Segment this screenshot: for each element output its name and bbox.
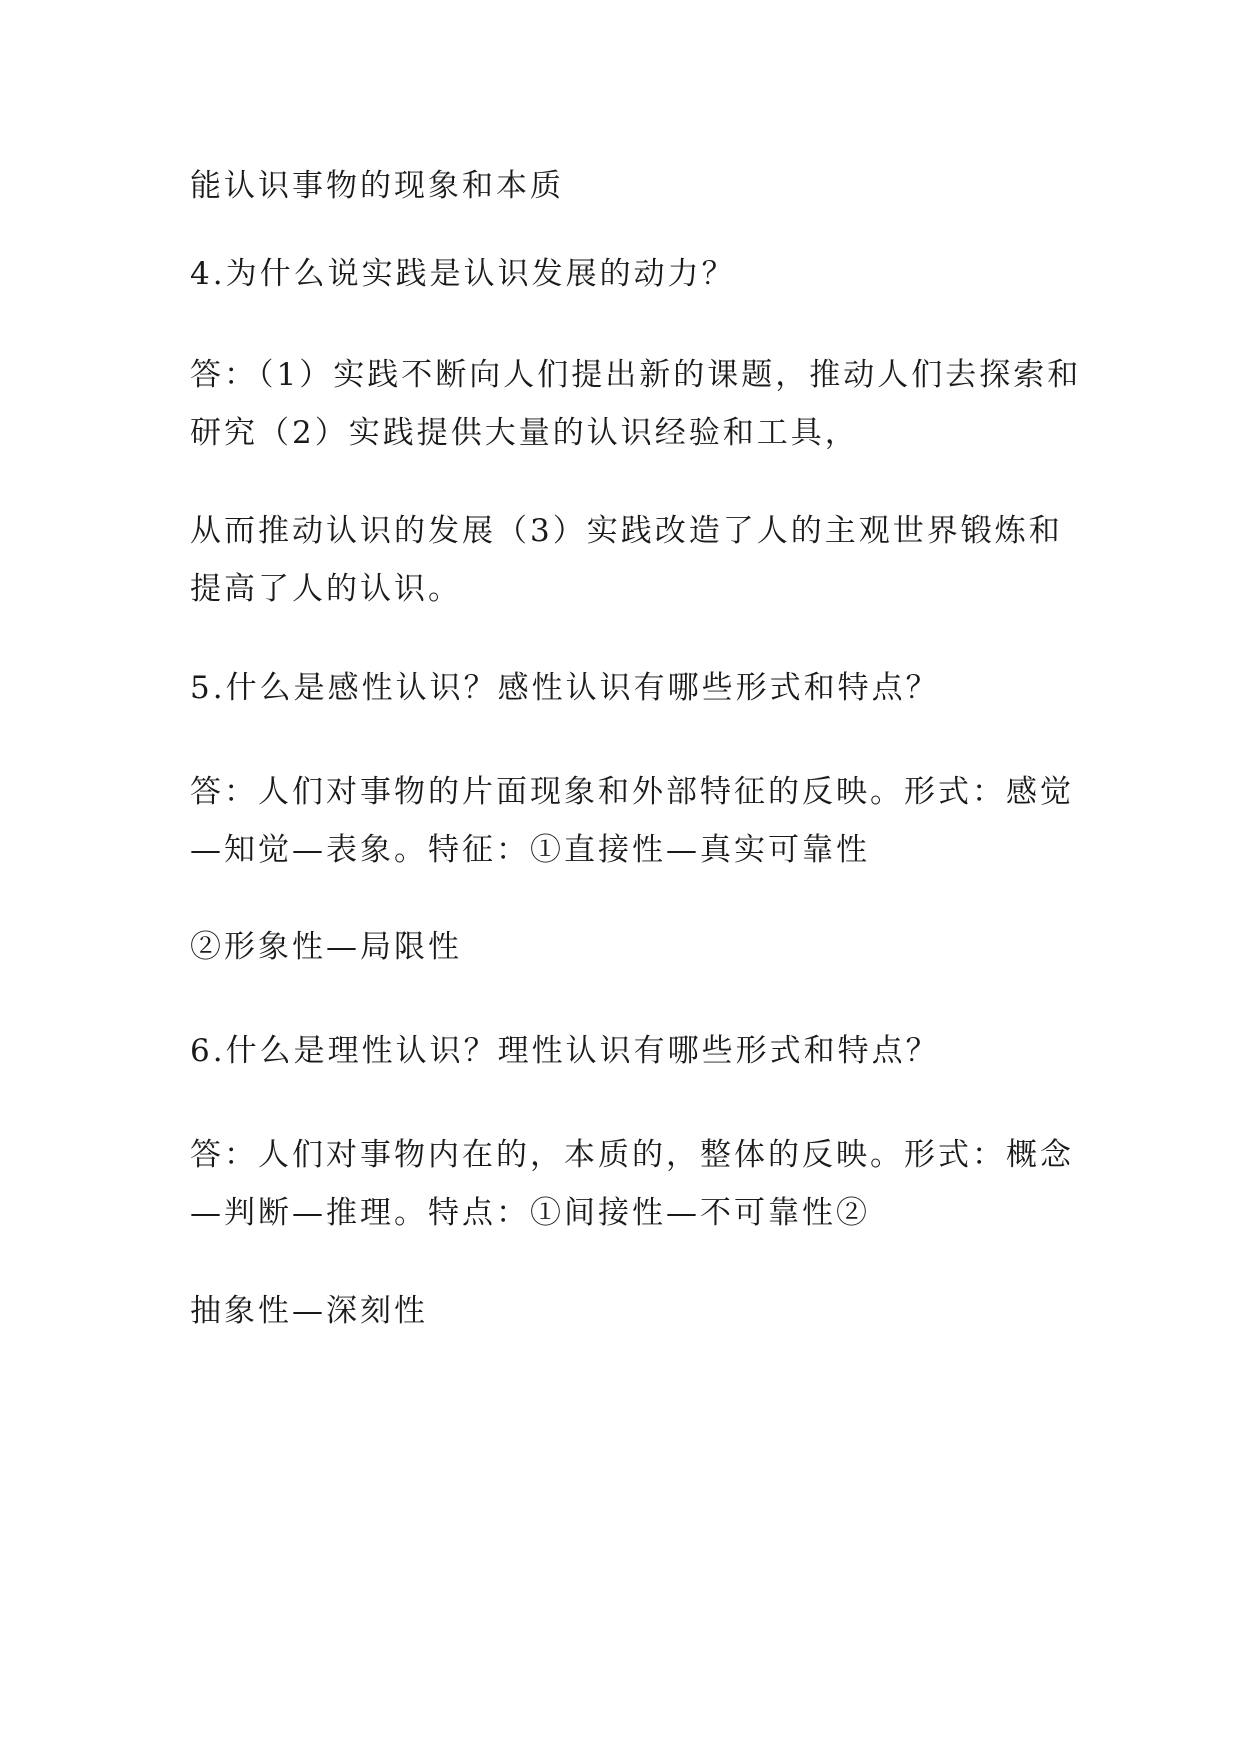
text-line: 能认识事物的现象和本质: [190, 168, 564, 204]
question-5: [190, 659, 1070, 717]
answer-4: [190, 346, 1082, 462]
text-line: 答：人们对事物的片面现象和外部特征的反映。形式：感觉: [190, 774, 1074, 810]
text-line: —判断—推理。特点：①间接性—不可靠性②: [190, 1195, 870, 1231]
text-line: 从而推动认识的发展（3）实践改造了人的主观世界锻炼和: [190, 513, 1063, 549]
text-line: 答：（1）实践不断向人们提出新的课题，推动人们去探索和: [190, 357, 1082, 393]
answer-6: [190, 1126, 1074, 1242]
text-line: —知觉—表象。特征：①直接性—真实可靠性: [190, 832, 870, 868]
answer-4-continued: [190, 502, 1070, 618]
answer-5-continued: [190, 918, 1070, 976]
answer-6-continued: [190, 1282, 1070, 1340]
text-line: 研究（2）实践提供大量的认识经验和工具，: [190, 415, 859, 451]
paragraph-text: [190, 157, 1070, 215]
text-line: 5.什么是感性认识？感性认识有哪些形式和特点？: [190, 670, 940, 706]
text-line: 抽象性—深刻性: [190, 1293, 428, 1329]
text-line: 6.什么是理性认识？理性认识有哪些形式和特点？: [190, 1033, 940, 1069]
question-4: [190, 245, 1070, 303]
text-line: 答：人们对事物内在的，本质的，整体的反映。形式：概念: [190, 1137, 1074, 1173]
text-line: 提高了人的认识。: [190, 571, 462, 607]
question-6: [190, 1022, 1070, 1080]
text-line: 4.为什么说实践是认识发展的动力？: [190, 256, 736, 292]
text-line: ②形象性—局限性: [190, 929, 462, 965]
answer-5: [190, 763, 1074, 879]
